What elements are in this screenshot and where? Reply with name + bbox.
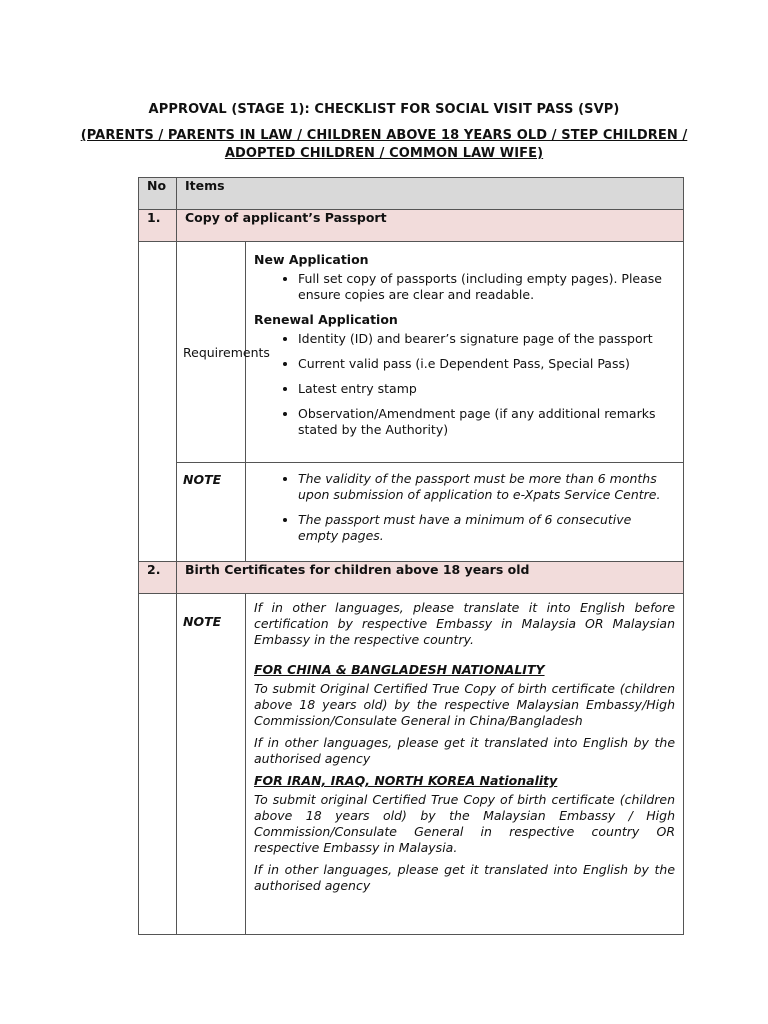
new-application-list xyxy=(254,271,675,303)
iran-iraq-heading: FOR IRAN, IRAQ, NORTH KOREA Nationality xyxy=(254,773,558,788)
page-title: APPROVAL (STAGE 1): CHECKLIST FOR SOCIAL VISIT PASS (SVP) xyxy=(148,102,620,117)
section-1-note-list xyxy=(254,471,675,544)
subtitle-line-2: ADOPTED CHILDREN / COMMON LAW WIFE) xyxy=(224,146,544,161)
section-2-blank-cell xyxy=(139,594,177,935)
section-2-note-content xyxy=(246,594,684,935)
table-header-row xyxy=(139,178,684,210)
china-paragraph-2: If in other languages, please get it translated into English by the authorised agency xyxy=(254,735,676,766)
list-item: • The passport must have a minimum of 6 consecutive empty pages. xyxy=(298,512,675,544)
china-bangladesh-heading: FOR CHINA & BANGLADESH NATIONALITY xyxy=(254,662,545,677)
section-2-number: 2. xyxy=(139,562,177,594)
checklist-grid xyxy=(138,177,684,935)
page-subtitle xyxy=(0,127,768,163)
list-item: • Latest entry stamp xyxy=(298,381,675,397)
list-item: • Full set copy of passports (including empty pages). Please ensure copies are clear and readable. xyxy=(298,271,675,303)
requirements-content xyxy=(246,242,684,463)
section-2-note-row xyxy=(139,594,684,935)
list-item: • Observation/Amendment page (if any additional remarks stated by the Authority) xyxy=(298,406,675,438)
list-item: • The validity of the passport must be more than 6 months upon submission of application to e-Xpats Service Centre. xyxy=(298,471,675,503)
section-1-number: 1. xyxy=(139,210,177,242)
subtitle-line-1: (PARENTS / PARENTS IN LAW / CHILDREN ABOVE 18 YEARS OLD / STEP CHILDREN / xyxy=(80,128,688,143)
iran-paragraph-2: If in other languages, please get it translated into English by the authorised agency xyxy=(254,862,676,893)
section-1-blank-cell xyxy=(139,242,177,562)
header-no: No xyxy=(139,178,177,210)
section-2-title: Birth Certificates for children above 18 years old xyxy=(177,562,684,594)
list-item: • Identity (ID) and bearer’s signature page of the passport xyxy=(298,331,675,347)
section-1-title: Copy of applicant’s Passport xyxy=(177,210,684,242)
section-1-note-label: NOTE xyxy=(177,463,246,562)
section-1-requirements-row xyxy=(139,242,684,463)
section-1-row xyxy=(139,210,684,242)
new-application-heading: New Application xyxy=(254,252,369,267)
requirements-label: Requirements xyxy=(177,242,246,463)
translation-paragraph: If in other languages, please translate it into English before certification by respective Embassy in Malaysia OR Malaysian Embassy in the respective country. xyxy=(254,600,676,647)
section-2-note-label: NOTE xyxy=(177,594,246,935)
section-1-note-content xyxy=(246,463,684,562)
section-2-row xyxy=(139,562,684,594)
renewal-application-list xyxy=(254,331,675,438)
list-item: • Current valid pass (i.e Dependent Pass, Special Pass) xyxy=(298,356,675,372)
section-1-note-row xyxy=(139,463,684,562)
renewal-application-heading: Renewal Application xyxy=(254,312,398,327)
iran-paragraph-1: To submit original Certified True Copy of birth certificate (children above 18 years old) by the Malaysian Embassy / High Commission/Consulate General in respective country OR respective Embassy in Malaysia. xyxy=(254,792,676,855)
china-paragraph-1: To submit Original Certified True Copy of birth certificate (children above 18 years old) by the respective Malaysian Embassy/High Commission/Consulate General in China/Bangladesh xyxy=(254,681,676,728)
header-items: Items xyxy=(177,178,684,210)
